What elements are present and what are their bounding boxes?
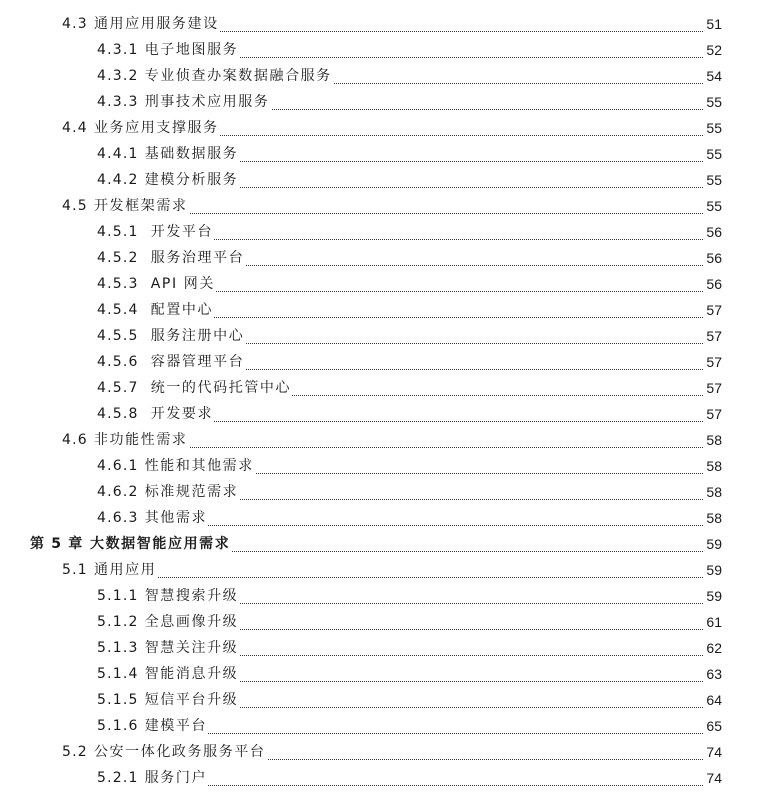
toc-entry-separator xyxy=(139,406,151,422)
toc-entry-5-1-1[interactable] xyxy=(0,583,769,609)
toc-entry-number: 4.5.6 xyxy=(97,354,139,370)
toc-entry-title: 其他需求 xyxy=(144,510,208,526)
toc-entry-number: 4.6 xyxy=(62,432,88,448)
toc-entry-title: 非功能性需求 xyxy=(93,432,188,448)
toc-entry-page: 58 xyxy=(704,427,722,453)
toc-entry-5-1-3[interactable] xyxy=(0,635,769,661)
toc-entry-text xyxy=(97,141,239,167)
toc-entry-page: 59 xyxy=(704,583,722,609)
toc-entry-title: 配置中心 xyxy=(150,302,214,318)
toc-entry-number: 5.2 xyxy=(62,744,88,760)
toc-entry-4-5-8[interactable] xyxy=(0,401,769,427)
toc-entry-number: 5.1.3 xyxy=(97,640,139,656)
toc-entry-number: 5.1.5 xyxy=(97,692,139,708)
toc-entry-page: 64 xyxy=(704,687,722,713)
dot-leader xyxy=(62,577,717,578)
toc-entry-number: 4.3.1 xyxy=(97,42,139,58)
toc-entry-4-5-2[interactable] xyxy=(0,245,769,271)
toc-entry-text xyxy=(30,531,231,557)
toc-entry-text xyxy=(62,739,267,765)
toc-entry-text xyxy=(62,557,157,583)
toc-entry-separator xyxy=(139,224,151,240)
toc-entry-page: 55 xyxy=(704,193,722,219)
toc-entry-title: 统一的代码托管中心 xyxy=(150,380,292,396)
toc-entry-page: 55 xyxy=(704,141,722,167)
toc-entry-title: 通用应用 xyxy=(93,562,157,578)
toc-entry-title: 业务应用支撑服务 xyxy=(93,120,219,136)
toc-entry-page: 58 xyxy=(704,453,722,479)
toc-entry-title: 开发要求 xyxy=(150,406,214,422)
toc-entry-page: 52 xyxy=(704,37,722,63)
toc-entry-4-5-6[interactable] xyxy=(0,349,769,375)
toc-entry-title: 短信平台升级 xyxy=(144,692,239,708)
toc-entry-text xyxy=(97,271,216,297)
toc-entry-text xyxy=(97,687,239,713)
toc-entry-number: 4.5.1 xyxy=(97,224,139,240)
toc-entry-4-4[interactable] xyxy=(0,115,769,141)
toc-entry-4-6[interactable] xyxy=(0,427,769,453)
toc-entry-number: 5.2.1 xyxy=(97,770,139,786)
toc-entry-title: 刑事技术应用服务 xyxy=(144,94,270,110)
toc-entry-text xyxy=(62,193,189,219)
toc-entry-text xyxy=(62,427,189,453)
toc-entry-text xyxy=(97,401,214,427)
toc-entry-text xyxy=(97,63,333,89)
toc-entry-number: 4.5 xyxy=(62,198,88,214)
toc-entry-page: 55 xyxy=(704,89,722,115)
toc-entry-text xyxy=(97,89,271,115)
toc-entry-4-5-1[interactable] xyxy=(0,219,769,245)
toc-entry-number: 4.5.8 xyxy=(97,406,139,422)
toc-entry-5-2-1[interactable] xyxy=(0,765,769,791)
toc-entry-page: 65 xyxy=(704,713,722,739)
toc-entry-4-5-4[interactable] xyxy=(0,297,769,323)
toc-entry-page: 55 xyxy=(704,115,722,141)
toc-entry-separator xyxy=(139,302,151,318)
toc-entry-title: 电子地图服务 xyxy=(144,42,239,58)
toc-entry-title: 服务门户 xyxy=(144,770,208,786)
toc-entry-page: 56 xyxy=(704,245,722,271)
toc-entry-text xyxy=(97,297,214,323)
toc-entry-number: 5.1.4 xyxy=(97,666,139,682)
toc-entry-number: 4.6.2 xyxy=(97,484,139,500)
toc-entry-page: 58 xyxy=(704,505,722,531)
toc-entry-title: 性能和其他需求 xyxy=(144,458,254,474)
toc-entry-page: 56 xyxy=(704,219,722,245)
toc-entry-separator xyxy=(139,380,151,396)
toc-entry-number: 4.5.5 xyxy=(97,328,139,344)
toc-entry-page: 74 xyxy=(704,765,722,791)
toc-entry-number: 5.1.2 xyxy=(97,614,139,630)
toc-entry-title: 智慧搜索升级 xyxy=(144,588,239,604)
toc-entry-page: 56 xyxy=(704,271,722,297)
toc-entry-number: 4.6.3 xyxy=(97,510,139,526)
toc-entry-text xyxy=(97,765,208,791)
toc-entry-title: 建模平台 xyxy=(144,718,208,734)
toc-entry-number: 4.4 xyxy=(62,120,88,136)
toc-entry-title: 通用应用服务建设 xyxy=(93,16,219,32)
toc-entry-separator xyxy=(139,354,151,370)
toc-entry-title: 公安一体化政务服务平台 xyxy=(93,744,266,760)
toc-entry-text xyxy=(97,349,245,375)
toc-entry-5-1-6[interactable] xyxy=(0,713,769,739)
toc-entry-text xyxy=(97,375,292,401)
toc-entry-4-3[interactable] xyxy=(0,11,769,37)
toc-entry-4-5-7[interactable] xyxy=(0,375,769,401)
toc-entry-title: 智能消息升级 xyxy=(144,666,239,682)
toc-entry-4-5-5[interactable] xyxy=(0,323,769,349)
toc-entry-text xyxy=(97,219,214,245)
toc-entry-title: 大数据智能应用需求 xyxy=(89,536,231,552)
toc-entry-title: 服务注册中心 xyxy=(150,328,245,344)
toc-entry-page: 57 xyxy=(704,349,722,375)
toc-entry-number: 4.6.1 xyxy=(97,458,139,474)
toc-entry-page: 74 xyxy=(704,739,722,765)
toc-entry-4-6-1[interactable] xyxy=(0,453,769,479)
toc-entry-number: 4.4.2 xyxy=(97,172,139,188)
toc-entry-title: 标准规范需求 xyxy=(144,484,239,500)
toc-entry-number: 4.5.4 xyxy=(97,302,139,318)
toc-entry-separator xyxy=(139,276,151,292)
toc-entry-page: 58 xyxy=(704,479,722,505)
toc-entry-number: 5.1 xyxy=(62,562,88,578)
toc-entry-separator xyxy=(139,250,151,266)
toc-entry-title: 专业侦查办案数据融合服务 xyxy=(144,68,332,84)
toc-entry-text xyxy=(97,323,245,349)
toc-entry-text xyxy=(97,583,239,609)
toc-entry-text xyxy=(97,453,255,479)
toc-entry-page: 61 xyxy=(704,609,722,635)
toc-entry-text xyxy=(97,635,239,661)
toc-entry-title: 基础数据服务 xyxy=(144,146,239,162)
toc-entry-5-1-2[interactable] xyxy=(0,609,769,635)
toc-entry-title: API 网关 xyxy=(150,276,215,292)
toc-entry-page: 59 xyxy=(704,557,722,583)
toc-entry-page: 57 xyxy=(704,401,722,427)
toc-entry-4-3-1[interactable] xyxy=(0,37,769,63)
toc-entry-5-1-5[interactable] xyxy=(0,687,769,713)
toc-entry-text xyxy=(97,37,239,63)
toc-entry-title: 智慧关注升级 xyxy=(144,640,239,656)
toc-entry-number: 4.5.3 xyxy=(97,276,139,292)
toc-entry-text xyxy=(97,713,208,739)
toc-entry-4-3-3[interactable] xyxy=(0,89,769,115)
toc-entry-text xyxy=(62,11,220,37)
toc-entry-text xyxy=(97,479,239,505)
toc-entry-number: 4.3 xyxy=(62,16,88,32)
toc-entry-number: 4.3.3 xyxy=(97,94,139,110)
toc-entry-text xyxy=(97,245,245,271)
toc-entry-5-2[interactable] xyxy=(0,739,769,765)
toc-entry-4-3-2[interactable] xyxy=(0,63,769,89)
toc-entry-4-5[interactable] xyxy=(0,193,769,219)
toc-entry-title: 建模分析服务 xyxy=(144,172,239,188)
toc-entry-page: 59 xyxy=(704,531,722,557)
toc-entry-5-1[interactable] xyxy=(0,557,769,583)
toc-entry-number: 4.3.2 xyxy=(97,68,139,84)
toc-entry-4-6-3[interactable] xyxy=(0,505,769,531)
toc-entry-page: 62 xyxy=(704,635,722,661)
toc-entry-title: 服务治理平台 xyxy=(150,250,245,266)
table-of-contents xyxy=(0,11,769,791)
toc-entry-number: 4.4.1 xyxy=(97,146,139,162)
toc-entry-number: 5.1.1 xyxy=(97,588,139,604)
toc-entry-4-5-3[interactable] xyxy=(0,271,769,297)
toc-entry-title: 容器管理平台 xyxy=(150,354,245,370)
toc-entry-text xyxy=(97,167,239,193)
toc-entry-page: 63 xyxy=(704,661,722,687)
toc-entry-text xyxy=(62,115,220,141)
toc-entry-title: 开发平台 xyxy=(150,224,214,240)
toc-entry-number: 4.5.2 xyxy=(97,250,139,266)
toc-entry-title: 开发框架需求 xyxy=(93,198,188,214)
toc-entry-4-6-2[interactable] xyxy=(0,479,769,505)
toc-entry-5-1-4[interactable] xyxy=(0,661,769,687)
toc-entry-4-4-1[interactable] xyxy=(0,141,769,167)
toc-entry-page: 57 xyxy=(704,375,722,401)
toc-entry-page: 57 xyxy=(704,297,722,323)
toc-entry-5[interactable] xyxy=(0,531,769,557)
toc-entry-separator xyxy=(139,328,151,344)
toc-entry-title: 全息画像升级 xyxy=(144,614,239,630)
toc-entry-4-4-2[interactable] xyxy=(0,167,769,193)
toc-entry-number: 5.1.6 xyxy=(97,718,139,734)
toc-entry-text xyxy=(97,661,239,687)
toc-entry-page: 54 xyxy=(704,63,722,89)
toc-entry-page: 51 xyxy=(704,11,722,37)
toc-entry-number: 第 5 章 xyxy=(30,536,84,552)
toc-entry-page: 55 xyxy=(704,167,722,193)
toc-entry-page: 57 xyxy=(704,323,722,349)
toc-entry-text xyxy=(97,505,208,531)
toc-entry-number: 4.5.7 xyxy=(97,380,139,396)
toc-entry-text xyxy=(97,609,239,635)
